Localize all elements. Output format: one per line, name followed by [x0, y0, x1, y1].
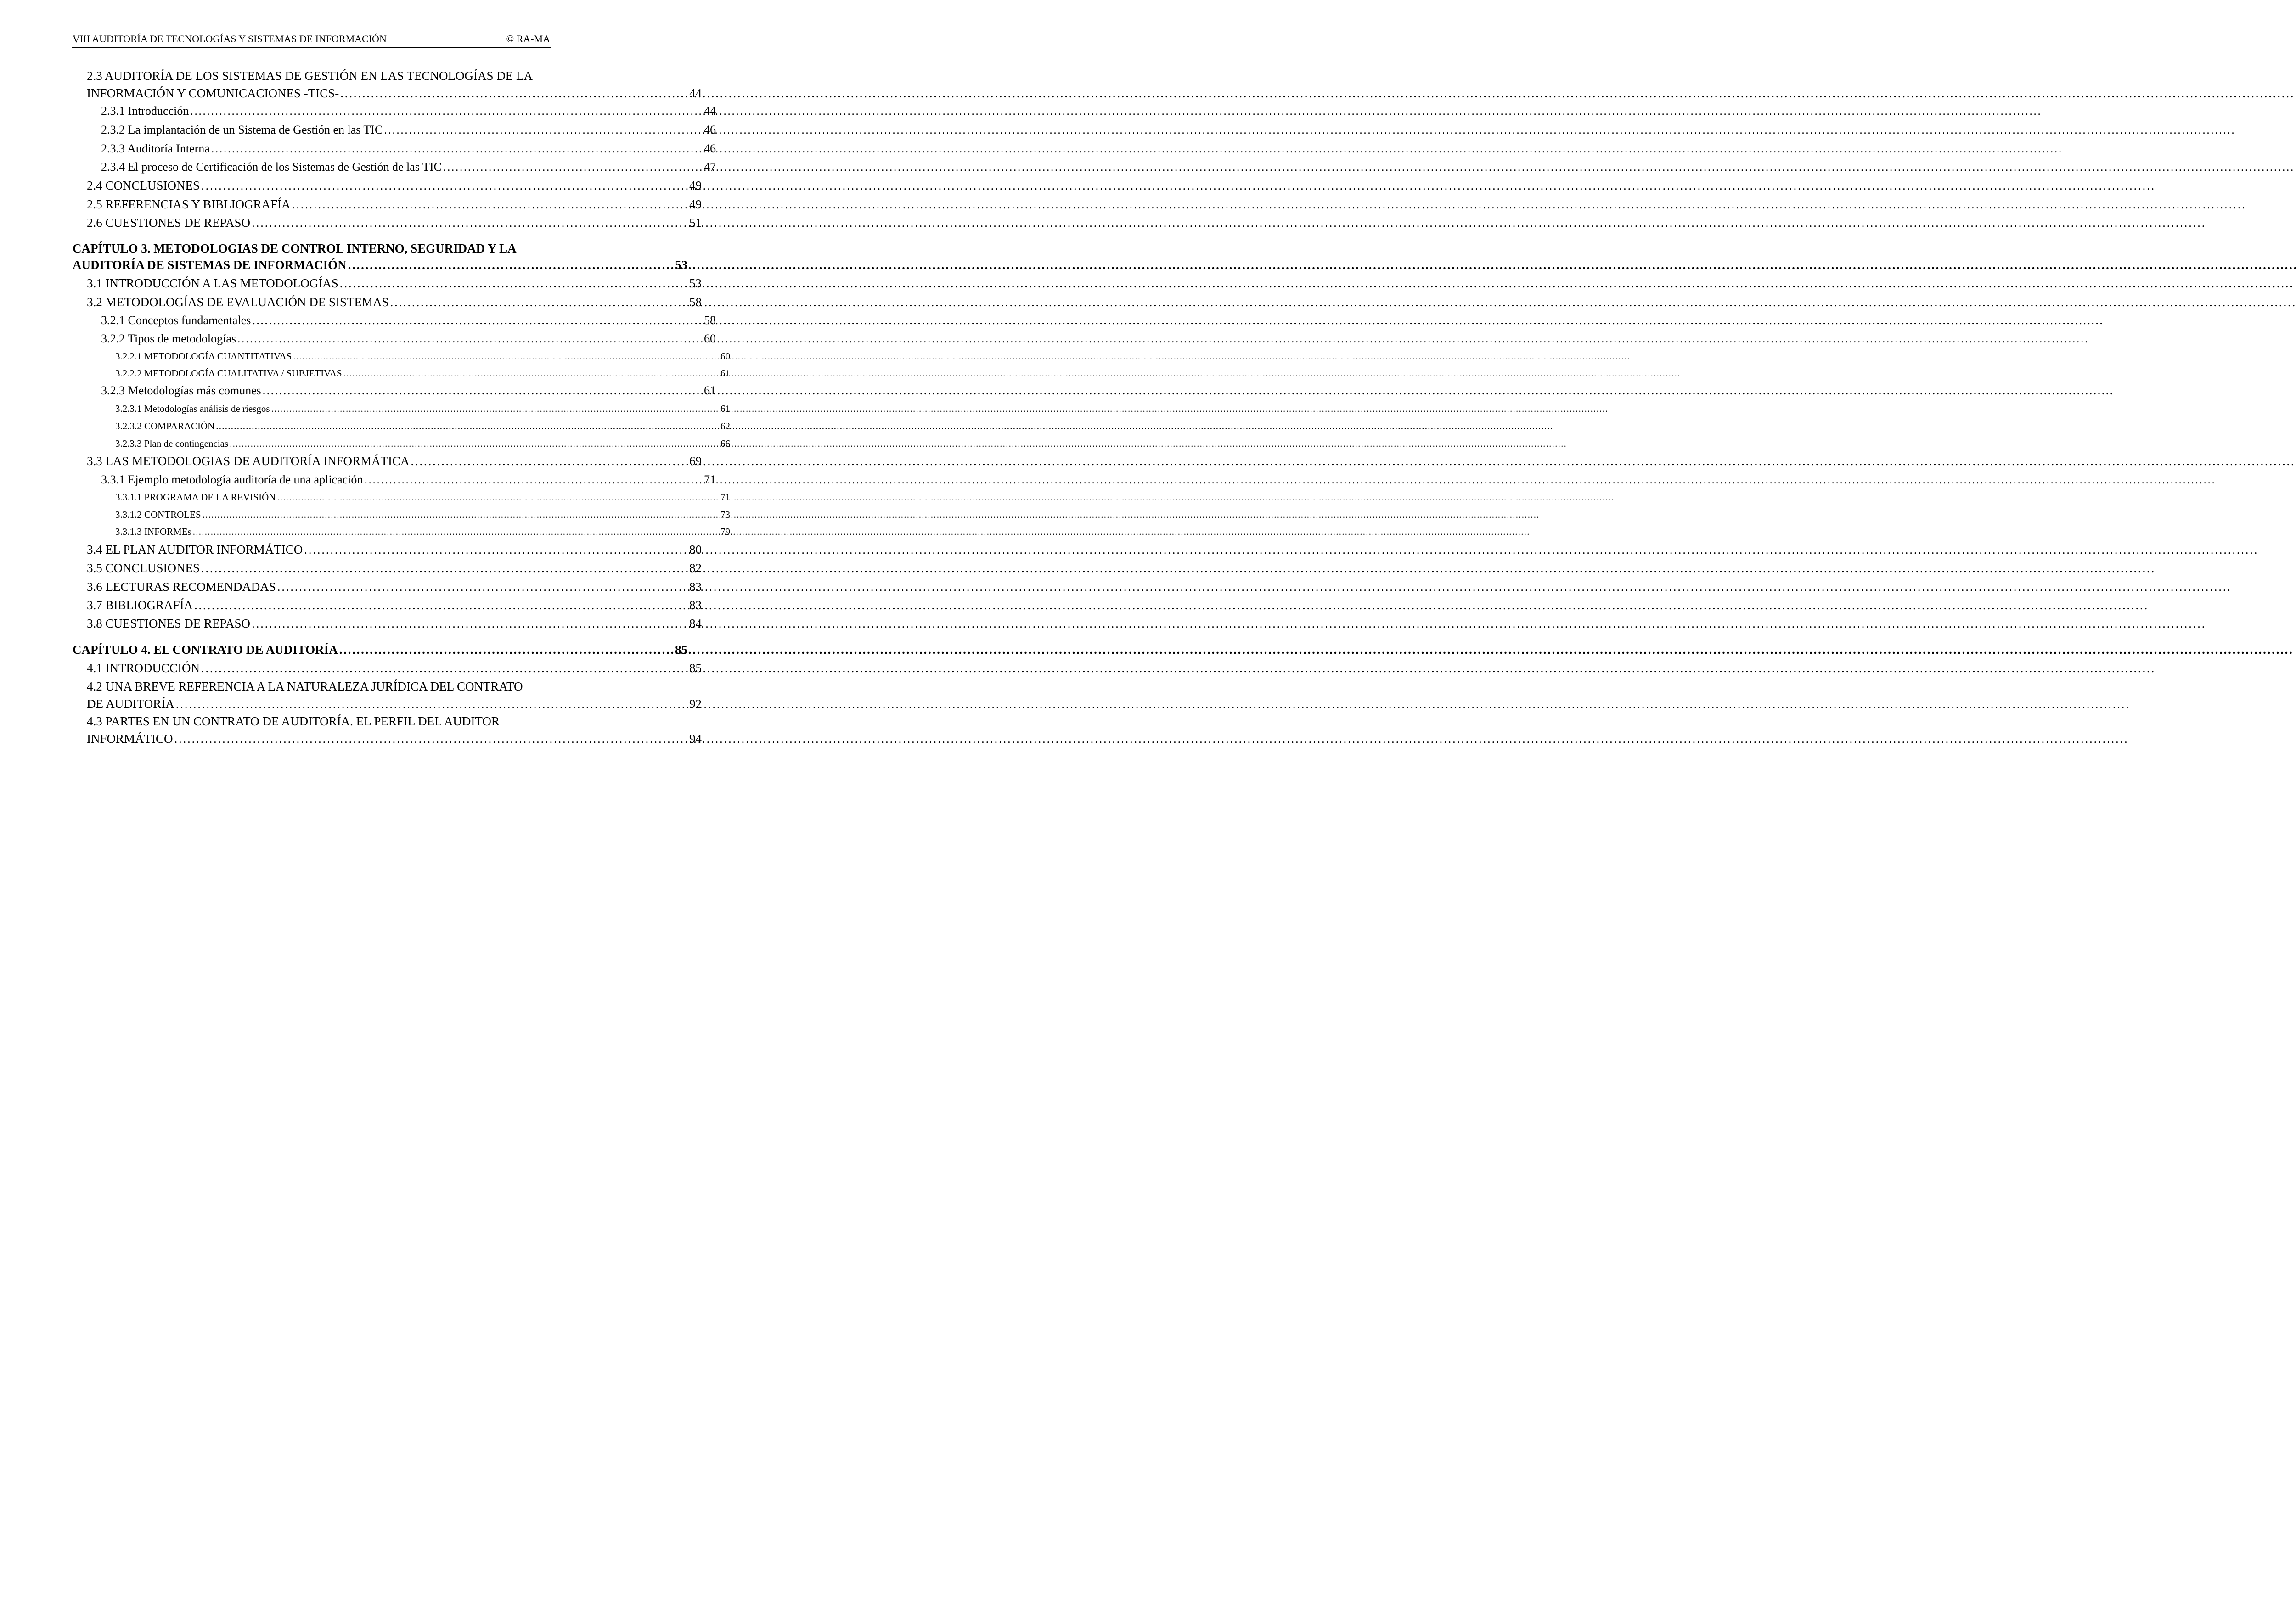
toc-entry-title: 3.2.3 Metodologías más comunes	[101, 384, 261, 397]
toc-entry[interactable]	[115, 403, 730, 415]
toc-entry-page: 51	[689, 216, 702, 230]
toc-entry-page: 53	[675, 258, 687, 272]
chapter-entry[interactable]	[73, 258, 687, 272]
running-title: VIII AUDITORÍA DE TECNOLOGÍAS Y SISTEMAS DE INFORMACIÓN	[73, 33, 387, 45]
toc-entry[interactable]	[87, 276, 702, 291]
toc-entry-page: 44	[704, 104, 716, 118]
toc-entry-title: AUDITORÍA DE SISTEMAS DE INFORMACIÓN	[73, 258, 347, 272]
toc-entry[interactable]	[115, 492, 730, 503]
toc-entry-page: 80	[689, 543, 702, 556]
chapter-heading-line1: CAPÍTULO 3. METODOLOGIAS DE CONTROL INTERNO, SEGURIDAD Y LA	[73, 241, 517, 255]
toc-entry-page: 61	[720, 403, 730, 414]
toc-entry-title: 4.1 INTRODUCCIÓN	[87, 661, 200, 675]
toc-entry-page: 85	[675, 643, 687, 657]
toc-entry-title: 3.4 EL PLAN AUDITOR INFORMÁTICO	[87, 543, 303, 556]
toc-entry-page: 49	[689, 179, 702, 192]
toc-entry-page: 61	[720, 368, 730, 379]
toc-entry-title: 3.2.1 Conceptos fundamentales	[101, 314, 251, 327]
toc-entry[interactable]	[101, 160, 716, 174]
toc-entry-title: 3.3.1 Ejemplo metodología auditoría de una aplicación	[101, 473, 363, 486]
toc-entry-title: 3.3.1.1 PROGRAMA DE LA REVISIÓN	[115, 492, 276, 503]
toc-entry-page: 92	[689, 697, 702, 711]
toc-entry[interactable]	[101, 473, 716, 487]
toc-entry[interactable]	[115, 351, 730, 362]
toc-entry-title: 2.5 REFERENCIAS Y BIBLIOGRAFÍA	[87, 197, 291, 211]
toc-entry-title: 3.7 BIBLIOGRAFÍA	[87, 598, 193, 612]
toc-entry-page: 58	[689, 295, 702, 309]
document-page	[0, 0, 730, 868]
toc-entry-title: INFORMACIÓN Y COMUNICACIONES -TICS-	[87, 86, 339, 100]
toc-entry-line1: 4.2 UNA BREVE REFERENCIA A LA NATURALEZA JURÍDICA DEL CONTRATO	[87, 679, 523, 693]
toc-entry[interactable]	[87, 661, 702, 675]
toc-entry[interactable]	[87, 86, 702, 101]
toc-entry-title: 3.2 METODOLOGÍAS DE EVALUACIÓN DE SISTEMAS	[87, 295, 389, 309]
toc-entry[interactable]	[87, 617, 702, 631]
toc-entry-title: 3.8 CUESTIONES DE REPASO	[87, 617, 251, 630]
toc-entry-page: 79	[720, 526, 730, 537]
toc-entry-title: 3.6 LECTURAS RECOMENDADAS	[87, 580, 276, 594]
toc-entry[interactable]	[101, 332, 716, 346]
toc-entry-page: 44	[689, 86, 702, 100]
toc-entry-page: 83	[689, 598, 702, 612]
toc-entry[interactable]	[115, 509, 730, 521]
toc-entry-title: CAPÍTULO 4. EL CONTRATO DE AUDITORÍA	[73, 643, 338, 657]
toc-entry-line1: 4.3 PARTES EN UN CONTRATO DE AUDITORÍA. EL PERFIL DEL AUDITOR	[87, 714, 500, 728]
toc-entry-page: 69	[689, 454, 702, 468]
toc-entry-page: 49	[689, 197, 702, 211]
toc-entry[interactable]	[87, 454, 702, 468]
toc-entry-title: 3.2.3.1 Metodologías análisis de riesgos	[115, 403, 270, 414]
toc-entry-title: 3.2.2 Tipos de metodologías	[101, 332, 236, 345]
toc-entry-page: 60	[720, 351, 730, 362]
toc-entry-title: 2.6 CUESTIONES DE REPASO	[87, 216, 251, 230]
toc-entry-title: 3.5 CONCLUSIONES	[87, 561, 200, 575]
toc-entry-page: 61	[704, 384, 716, 397]
toc-entry-title: INFORMÁTICO	[87, 732, 173, 746]
toc-entry-page: 47	[704, 160, 716, 174]
toc-entry-title: 3.3 LAS METODOLOGIAS DE AUDITORÍA INFORMÁTICA	[87, 454, 410, 468]
toc-entry-page: 53	[689, 276, 702, 290]
toc-entry[interactable]	[87, 697, 702, 711]
toc-entry-line1: 2.3 AUDITORÍA DE LOS SISTEMAS DE GESTIÓN EN LAS TECNOLOGÍAS DE LA	[87, 69, 533, 83]
toc-entry[interactable]	[87, 598, 702, 612]
toc-entry-title: 3.3.1.3 INFORMEs	[115, 526, 191, 537]
toc-entry[interactable]	[101, 314, 716, 327]
chapter-entry[interactable]	[73, 643, 687, 657]
toc-entry-page: 46	[704, 123, 716, 136]
toc-entry[interactable]	[115, 368, 730, 379]
toc-entry-page: 94	[689, 732, 702, 746]
toc-entry[interactable]	[87, 543, 702, 557]
toc-entry-title: 3.2.3.2 COMPARACIÓN	[115, 421, 215, 432]
toc-entry-page: 62	[720, 421, 730, 432]
toc-entry[interactable]	[101, 123, 716, 137]
toc-entry[interactable]	[87, 732, 702, 746]
toc-entry-title: 3.2.2.1 METODOLOGÍA CUANTITATIVAS	[115, 351, 292, 362]
toc-entry-page: 71	[720, 492, 730, 503]
toc-entry-title: 2.3.3 Auditoría Interna	[101, 142, 210, 155]
toc-entry-title: 3.1 INTRODUCCIÓN A LAS METODOLOGÍAS	[87, 276, 338, 290]
toc-entry[interactable]	[115, 526, 730, 538]
toc-entry-page: 73	[720, 509, 730, 520]
toc-entry-page: 66	[720, 438, 730, 449]
toc-entry[interactable]	[115, 421, 730, 432]
toc-entry-page: 83	[689, 580, 702, 594]
toc-entry-page: 85	[689, 661, 702, 675]
toc-entry[interactable]	[87, 179, 702, 193]
toc-entry[interactable]	[101, 104, 716, 118]
toc-entry-title: 2.4 CONCLUSIONES	[87, 179, 200, 192]
toc-entry-page: 46	[704, 142, 716, 155]
toc-entry-title: 3.2.2.2 METODOLOGÍA CUALITATIVA / SUBJETIVAS	[115, 368, 342, 379]
toc-entry[interactable]	[87, 580, 702, 594]
toc-entry[interactable]	[87, 216, 702, 230]
toc-entry-title: 3.2.3.3 Plan de contingencias	[115, 438, 229, 449]
toc-entry-page: 58	[704, 314, 716, 327]
toc-entry-title: 2.3.4 El proceso de Certificación de los Sistemas de Gestión de las TIC	[101, 160, 442, 174]
toc-entry[interactable]	[87, 295, 702, 309]
toc-entry-page: 82	[689, 561, 702, 575]
toc-entry[interactable]	[115, 438, 730, 449]
toc-entry[interactable]	[101, 384, 716, 398]
table-of-contents	[0, 0, 730, 868]
toc-entry-page: 71	[704, 473, 716, 486]
toc-entry[interactable]	[87, 561, 702, 575]
toc-entry-title: 2.3.2 La implantación de un Sistema de Gestión en las TIC	[101, 123, 383, 136]
toc-entry-title: 2.3.1 Introducción	[101, 104, 189, 118]
toc-entry[interactable]	[101, 142, 716, 156]
toc-entry-title: DE AUDITORÍA	[87, 697, 174, 711]
publisher-mark: © RA-MA	[506, 33, 550, 45]
toc-entry-page: 84	[689, 617, 702, 630]
toc-entry-title: 3.3.1.2 CONTROLES	[115, 509, 201, 520]
toc-entry[interactable]	[87, 197, 702, 212]
toc-entry-page: 60	[704, 332, 716, 345]
